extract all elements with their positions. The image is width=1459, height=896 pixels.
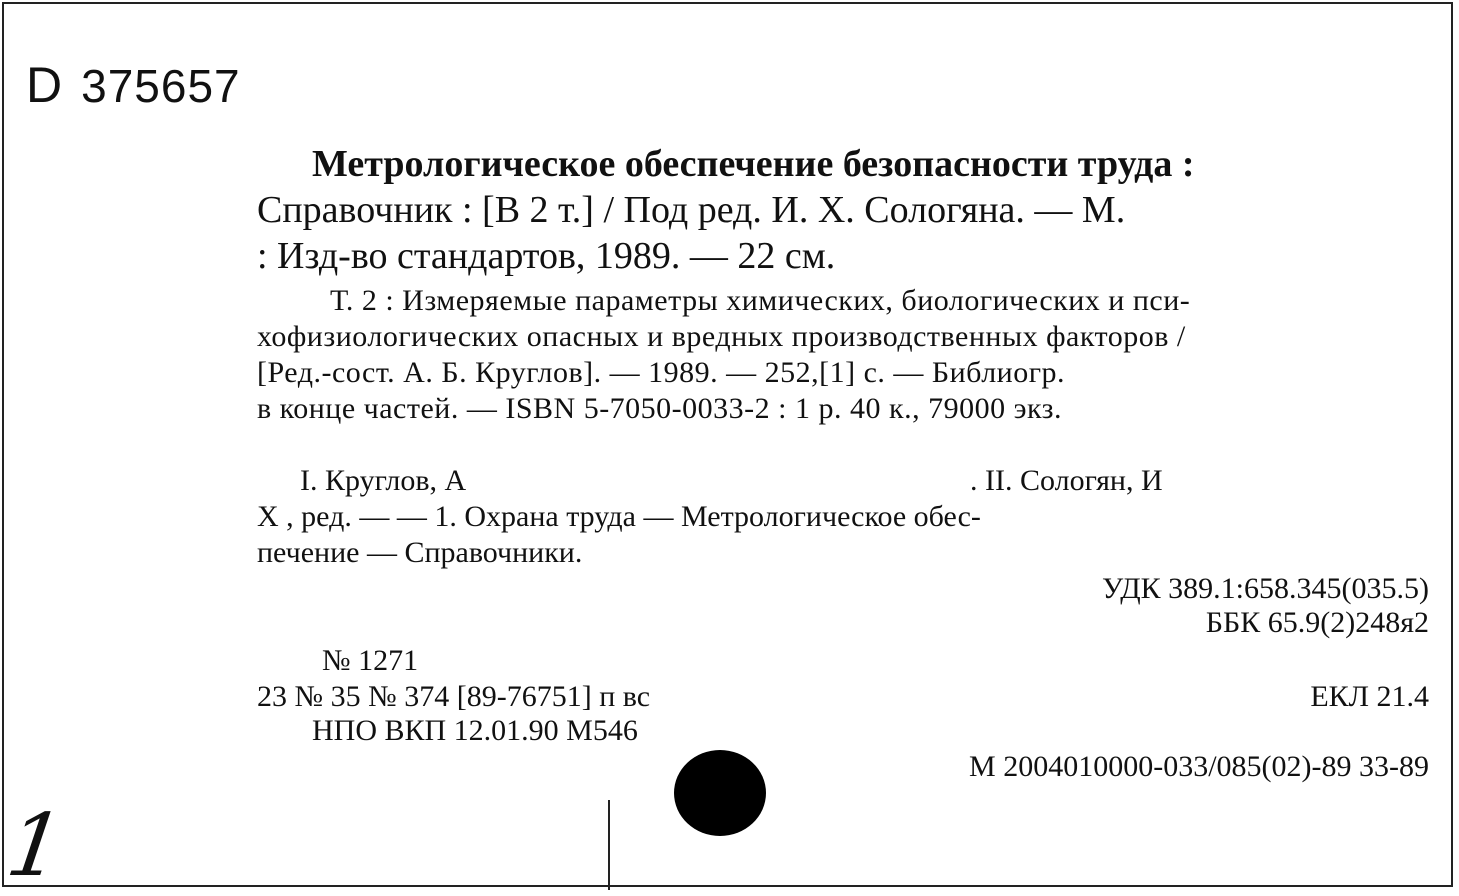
tracing-entry-1: I. Круглов, А: [300, 464, 467, 497]
tracing-line-3: печение — Справочники.: [257, 536, 583, 569]
book-title: Метрологическое обеспечение безопасности труда :: [312, 143, 1195, 185]
call-number-value: 375657: [81, 60, 241, 112]
volume-line-1: Т. 2 : Измеряемые параметры химических, биологических и пси-: [330, 284, 1191, 317]
tracing-line-2: Х , ред. — — 1. Охрана труда — Метрологическое обес-: [257, 500, 981, 533]
volume-line-2: хофизиологических опасных и вредных производственных факторов /: [257, 320, 1186, 353]
main-entry-line-3: : Изд-во стандартов, 1989. — 22 см.: [257, 235, 836, 277]
call-number: [26, 56, 241, 114]
main-entry-line-2: Справочник : [В 2 т.] / Под ред. И. Х. Сологяна. — М.: [257, 189, 1126, 231]
volume-line-3: [Ред.-сост. А. Б. Круглов]. — 1989. — 252,[1] с. — Библиогр.: [257, 356, 1066, 389]
tracing-entry-2: . II. Сологян, И: [970, 464, 1163, 497]
pencil-mark: [608, 800, 610, 890]
volume-line-4: в конце частей. — ISBN 5-7050-0033-2 : 1 р. 40 к., 79000 экз.: [257, 392, 1062, 425]
handwritten-mark: 1: [0, 796, 70, 896]
punch-hole: [674, 750, 766, 836]
call-number-prefix: D: [26, 57, 64, 113]
npo-code: НПО ВКП 12.01.90 М546: [312, 714, 638, 747]
ekl-code: ЕКЛ 21.4: [1310, 680, 1429, 713]
m-code: М 2004010000-033/085(02)-89 33-89: [969, 750, 1429, 783]
order-number: 23 № 35 № 374 [89-76751] п вс: [257, 680, 651, 713]
bbk-code: ББК 65.9(2)248я2: [1205, 606, 1429, 639]
udk-code: УДК 389.1:658.345(035.5): [1102, 572, 1429, 605]
card-number: № 1271: [322, 644, 419, 677]
